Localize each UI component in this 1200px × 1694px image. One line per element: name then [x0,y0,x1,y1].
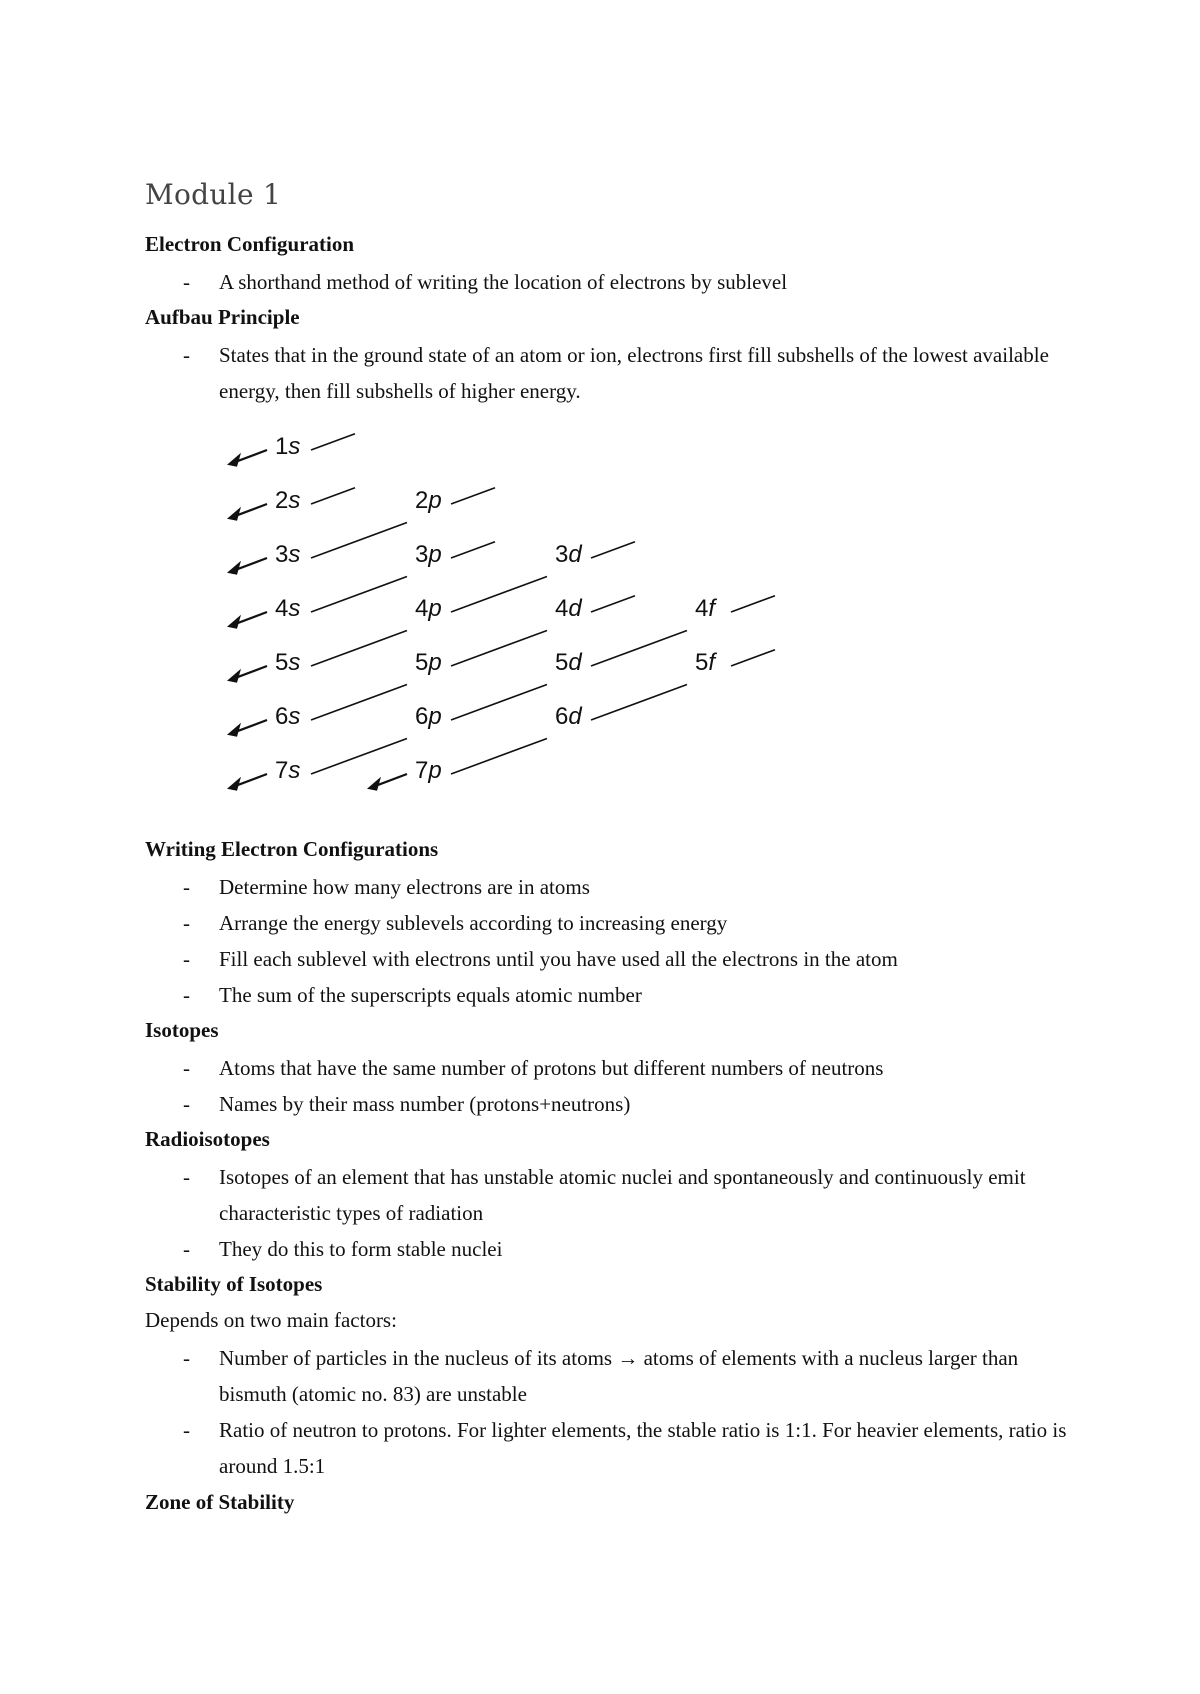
diagonal-line [311,738,407,774]
orbital-label: 3p [415,541,442,568]
diagonal-line [311,434,355,450]
diagonal-line [451,488,495,504]
aufbau-diagram [225,418,825,818]
module-title: Module 1 [145,178,282,211]
list-item-text: Ratio of neutron to protons. For lighter elements, the stable ratio is 1:1. For heavier elements, ratio is around 1.5:1 [219,1418,1067,1478]
bullet-marker: - [183,983,190,1007]
bullet-marker: - [183,1092,190,1116]
diagonal-line [451,542,495,558]
list-item-text: Names by their mass number (protons+neutrons) [219,1092,631,1116]
heading-zone-of-stability: Zone of Stability [145,1490,295,1514]
orbital-label: 7p [415,757,442,784]
bullet-marker: - [183,875,190,899]
diagonal-line [591,684,687,720]
diagonal-line [311,488,355,504]
bullet-marker: - [183,1165,190,1189]
heading-writing-configurations: Writing Electron Configurations [145,837,439,861]
orbital-label: 3s [275,541,301,568]
diagonal-line [451,630,547,666]
orbital-label: 4f [695,595,716,622]
orbital-label: 6p [415,703,442,730]
heading-stability-of-isotopes: Stability of Isotopes [145,1272,323,1296]
orbital-label: 7s [275,757,301,784]
list-item-text: Isotopes of an element that has unstable atomic nuclei and spontaneously and continuously emit characteristic types of radiation [219,1165,1026,1225]
orbital-label: 4d [555,595,582,622]
heading-aufbau-principle: Aufbau Principle [145,305,300,329]
heading-radioisotopes: Radioisotopes [145,1127,270,1151]
arrow-head [227,561,241,575]
bullet-marker: - [183,270,190,294]
list-item-text: States that in the ground state of an atom or ion, electrons first fill subshells of the lowest available energy, then fill subshells of higher energy. [219,343,1049,403]
orbital-labels [275,433,717,784]
diagonal-line [731,650,775,666]
list-item-text: Determine how many electrons are in atoms [219,875,590,899]
stability-intro: Depends on two main factors: [145,1308,397,1332]
orbital-label: 6d [555,703,582,730]
diagonal-line [311,630,407,666]
list-item-text: A shorthand method of writing the location of electrons by sublevel [219,270,788,294]
list-item-text: Arrange the energy sublevels according to increasing energy [219,911,728,935]
orbital-label: 4s [275,595,301,622]
orbital-label: 5f [695,649,716,676]
arrow-head [227,507,241,521]
arrow-head [227,615,241,629]
orbital-label: 6s [275,703,301,730]
orbital-label: 5d [555,649,582,676]
orbital-label: 2p [415,487,442,514]
diagonal-line [311,576,407,612]
diagonal-line [591,542,635,558]
arrow-head [227,669,241,683]
diagonal-line [311,522,407,558]
bullet-marker: - [183,343,190,367]
diagonal-line [311,684,407,720]
bullet-marker: - [183,911,190,935]
list-item-text: They do this to form stable nuclei [219,1237,503,1261]
diagonal-line [591,596,635,612]
diagonal-line [451,684,547,720]
arrow-head [367,777,381,791]
arrow-head [227,777,241,791]
bullet-marker: - [183,1056,190,1080]
list-item-text: Number of particles in the nucleus of its atoms → atoms of elements with a nucleus larger than bismuth (atomic no. 83) are unstable [219,1346,1019,1406]
diagonal-line [451,738,547,774]
arrow-head [227,453,241,467]
heading-electron-configuration: Electron Configuration [145,232,355,256]
diagonal-line [451,576,547,612]
bullet-marker: - [183,947,190,971]
list-item-text: The sum of the superscripts equals atomic number [219,983,642,1007]
bullet-marker: - [183,1237,190,1261]
diagonal-line [731,596,775,612]
orbital-label: 4p [415,595,442,622]
orbital-label: 5p [415,649,442,676]
diagonal-line [591,630,687,666]
heading-isotopes: Isotopes [145,1018,219,1042]
bullet-marker: - [183,1346,190,1370]
arrow-head [227,723,241,737]
orbital-label: 5s [275,649,301,676]
orbital-label: 3d [555,541,582,568]
orbital-label: 2s [275,487,301,514]
list-item-text: Atoms that have the same number of protons but different numbers of neutrons [219,1056,884,1080]
orbital-label: 1s [275,433,301,460]
list-item-text: Fill each sublevel with electrons until you have used all the electrons in the atom [219,947,898,971]
bullet-marker: - [183,1418,190,1442]
